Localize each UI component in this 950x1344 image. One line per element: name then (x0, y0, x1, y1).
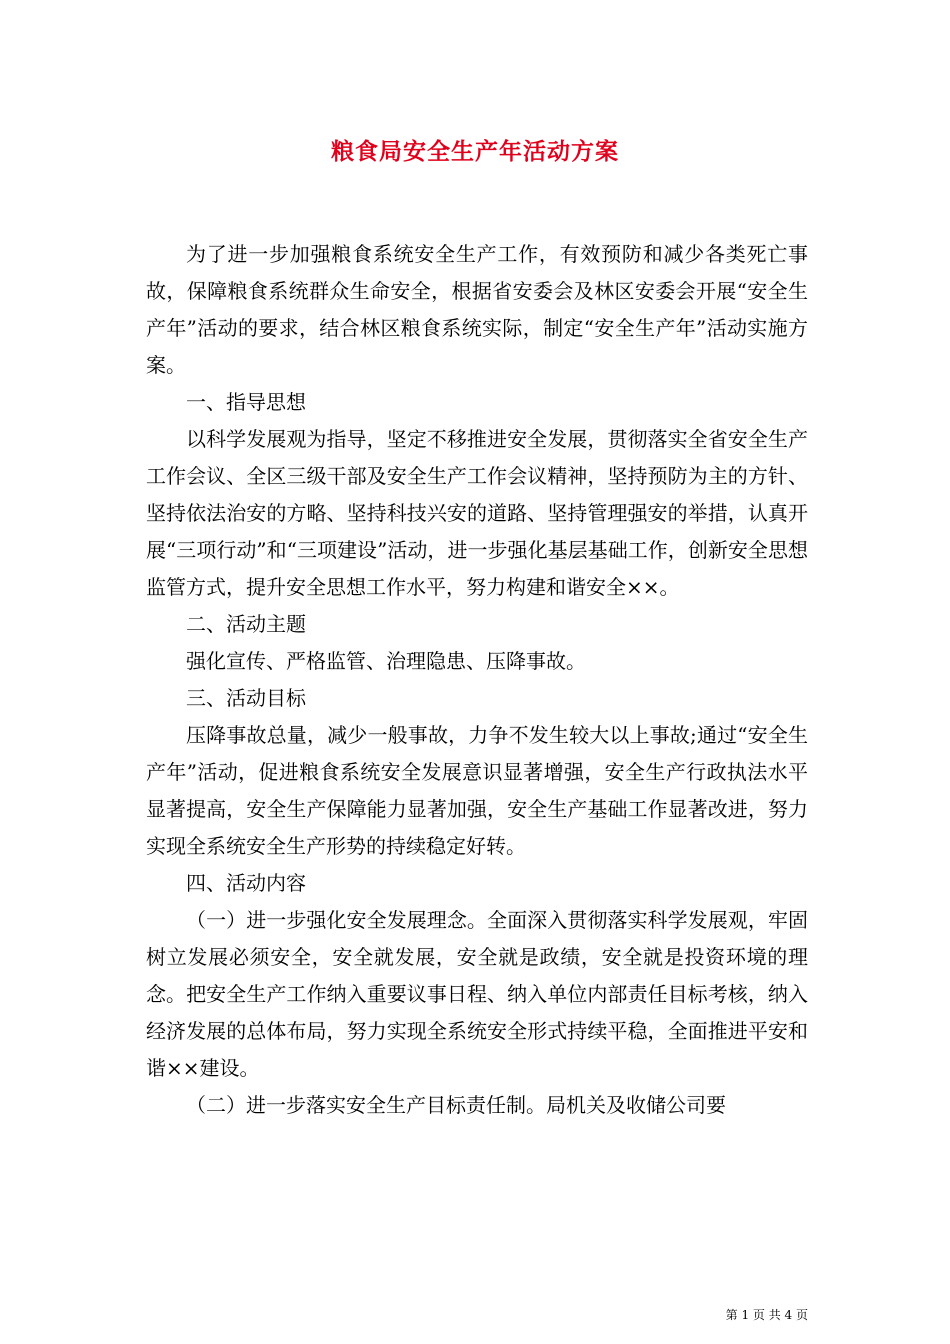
section-1-paragraph: 以科学发展观为指导，坚定不移推进安全发展，贯彻落实全省安全生产工作会议、全区三级干部及安全生产工作会议精神，坚持预防为主的方针、坚持依法治安的方略、坚持科技兴安的道路、坚持管理强安的举措，认真开展“三项行动”和“三项建设”活动，进一步强化基层基础工作，创新安全思想监管方式，提升安全思想工作水平，努力构建和谐安全××。 (146, 427, 808, 599)
intro-paragraph: 为了进一步加强粮食系统安全生产工作，有效预防和减少各类死亡事故，保障粮食系统群众生命安全，根据省安委会及林区安委会开展“安全生产年”活动的要求，结合林区粮食系统实际，制定“安全生产年”活动实施方案。 (146, 242, 808, 377)
section-4-heading: 四、活动内容 (186, 871, 306, 895)
section-4-item-2: （二）进一步落实安全生产目标责任制。局机关及收储公司要 (186, 1093, 726, 1117)
section-2-heading: 二、活动主题 (186, 612, 306, 636)
section-4-item-1: （一）进一步强化安全发展理念。全面深入贯彻落实科学发展观，牢固树立发展必须安全，安全就发展，安全就是政绩，安全就是投资环境的理念。把安全生产工作纳入重要议事日程、纳入单位内部责任目标考核，纳入经济发展的总体布局，努力实现全系统安全形式持续平稳，全面推进平安和谐××建设。 (146, 908, 808, 1080)
section-2-paragraph: 强化宣传、严格监管、治理隐患、压降事故。 (186, 649, 586, 673)
page-number: 第 1 页 共 4 页 (725, 1308, 808, 1322)
section-3-heading: 三、活动目标 (186, 686, 306, 710)
section-3-paragraph: 压降事故总量，减少一般事故，力争不发生较大以上事故;通过“安全生产年”活动，促进粮食系统安全发展意识显著增强，安全生产行政执法水平显著提高，安全生产保障能力显著加强，安全生产基础工作显著改进，努力实现全系统安全生产形势的持续稳定好转。 (146, 723, 808, 858)
document-title: 粮食局安全生产年活动方案 (331, 138, 619, 165)
document-body (146, 236, 808, 1124)
section-1-heading: 一、指导思想 (186, 390, 306, 414)
